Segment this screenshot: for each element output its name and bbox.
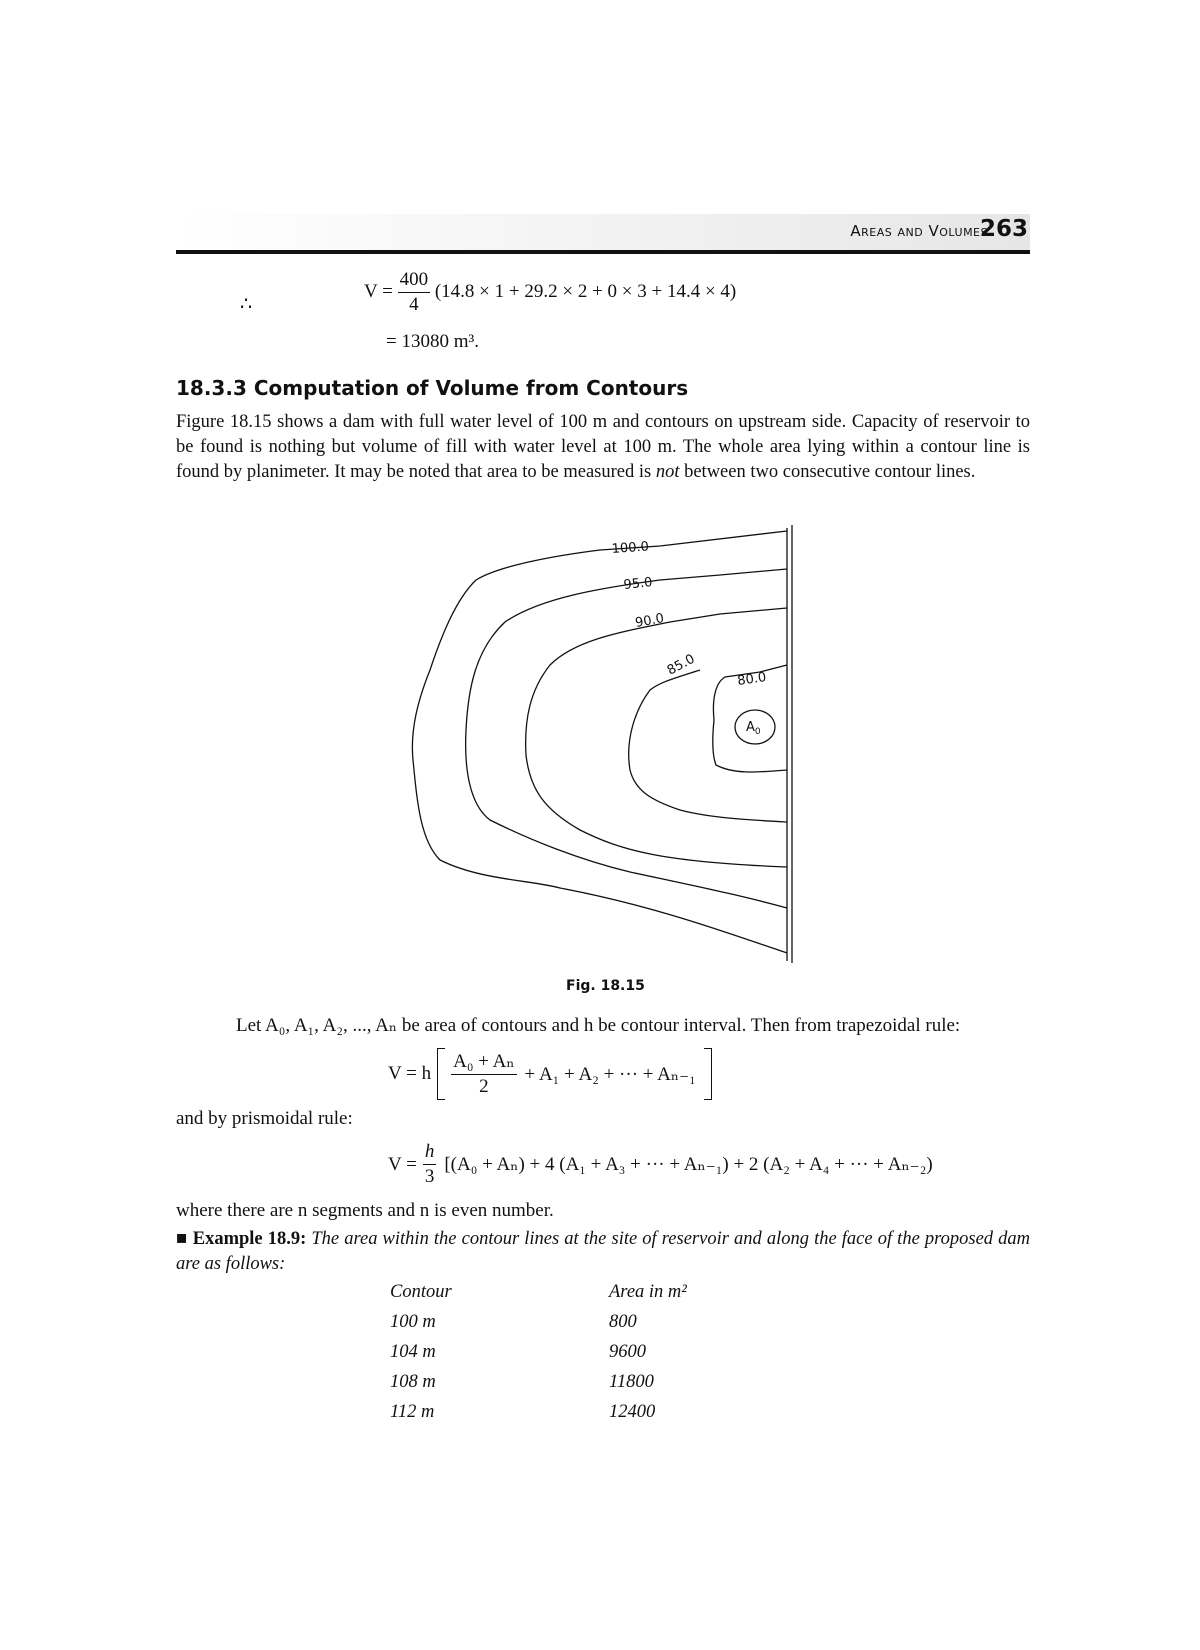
table-header-contour: Contour [390, 1282, 452, 1302]
trapezoidal-denominator: 2 [479, 1075, 489, 1097]
paragraph-emphasis: not [655, 462, 680, 482]
left-bracket [437, 1048, 445, 1100]
area-a0-letter: A [746, 720, 755, 735]
contour-label-100: 100.0 [611, 539, 650, 557]
running-title: Areas and Volumes [850, 222, 988, 240]
paragraph-part2: between two consecutive contour lines. [679, 462, 976, 482]
header-rule [176, 250, 1030, 254]
trapezoidal-intro: Let A₀, A₁, A₂, ..., Aₙ be area of contours and h be contour interval. Then from trapezoidal rule: [236, 1015, 961, 1036]
example-paragraph [176, 1227, 1030, 1277]
equation-1-lhs: V = [364, 280, 393, 302]
contour-95 [466, 569, 787, 908]
equation-1 [364, 268, 736, 317]
area-a0-label [746, 720, 761, 737]
trapezoidal-fraction [451, 1050, 516, 1099]
table-cell-contour: 108 m [390, 1372, 436, 1392]
prismoidal-rhs: [(A₀ + Aₙ) + 4 (A₁ + A₃ + ··· + Aₙ₋₁) + 2 (A₂ + A₄ + ··· + Aₙ₋₂) [444, 1154, 933, 1175]
trapezoidal-lhs: V = h [388, 1063, 432, 1084]
equation-1-denominator: 4 [409, 294, 419, 315]
contour-90 [526, 608, 787, 867]
figure-caption: Fig. 18.15 [566, 978, 645, 994]
paragraph-part1: Figure 18.15 shows a dam with full water level of 100 m and contours on upstream side. Capacity of reservoir to be found is nothing but volume of fill with water level at 100 m. The whole area lying within a contour line is found by planimeter. It may be noted that area to be measured is [176, 412, 1030, 482]
prismoidal-fraction [423, 1140, 437, 1189]
contour-100 [412, 531, 787, 953]
contour-label-80: 80.0 [736, 670, 768, 689]
right-bracket [704, 1048, 712, 1100]
prismoidal-note: where there are n segments and n is even number. [176, 1200, 554, 1221]
equation-1-fraction [398, 268, 431, 317]
area-a0-subscript: 0 [754, 727, 761, 737]
page-number: 263 [979, 216, 1028, 242]
table-cell-contour: 104 m [390, 1342, 436, 1362]
contour-label-90: 90.0 [634, 611, 666, 631]
prismoidal-denominator: 3 [424, 1166, 435, 1187]
trapezoidal-tail: + A₁ + A₂ + ··· + Aₙ₋₁ [524, 1063, 696, 1085]
section-heading: 18.3.3 Computation of Volume from Contours [176, 376, 689, 400]
contour-label-85: 85.0 [664, 651, 698, 679]
equation-1-rhs: (14.8 × 1 + 29.2 × 2 + 0 × 3 + 14.4 × 4) [434, 280, 737, 302]
contour-figure [400, 520, 800, 970]
trapezoidal-numerator: A₀ + Aₙ [451, 1050, 516, 1075]
prismoidal-intro: and by prismoidal rule: [176, 1108, 353, 1129]
contour-label-95: 95.0 [622, 575, 654, 593]
prismoidal-equation [388, 1140, 933, 1189]
example-label: ■ Example 18.9: [176, 1229, 307, 1249]
prismoidal-lhs: V = [388, 1153, 417, 1175]
equation-1-numerator: 400 [398, 268, 431, 293]
trapezoidal-equation [388, 1048, 712, 1100]
prismoidal-numerator: h [423, 1140, 437, 1165]
table-cell-contour: 112 m [390, 1402, 435, 1422]
table-cell-area: 9600 [609, 1342, 646, 1362]
contour-85 [629, 670, 787, 822]
equation-1-result: = 13080 m³. [386, 331, 479, 352]
example-text: The area within the contour lines at the site of reservoir and along the face of the proposed dam are as follows: [176, 1229, 1031, 1274]
table-cell-contour: 100 m [390, 1312, 436, 1332]
table-cell-area: 12400 [609, 1402, 656, 1422]
table-cell-area: 11800 [609, 1372, 654, 1392]
section-paragraph [176, 410, 1030, 485]
table-cell-area: 800 [609, 1312, 637, 1332]
therefore-symbol: ∴ [240, 294, 253, 315]
table-header-area: Area in m² [609, 1282, 687, 1302]
